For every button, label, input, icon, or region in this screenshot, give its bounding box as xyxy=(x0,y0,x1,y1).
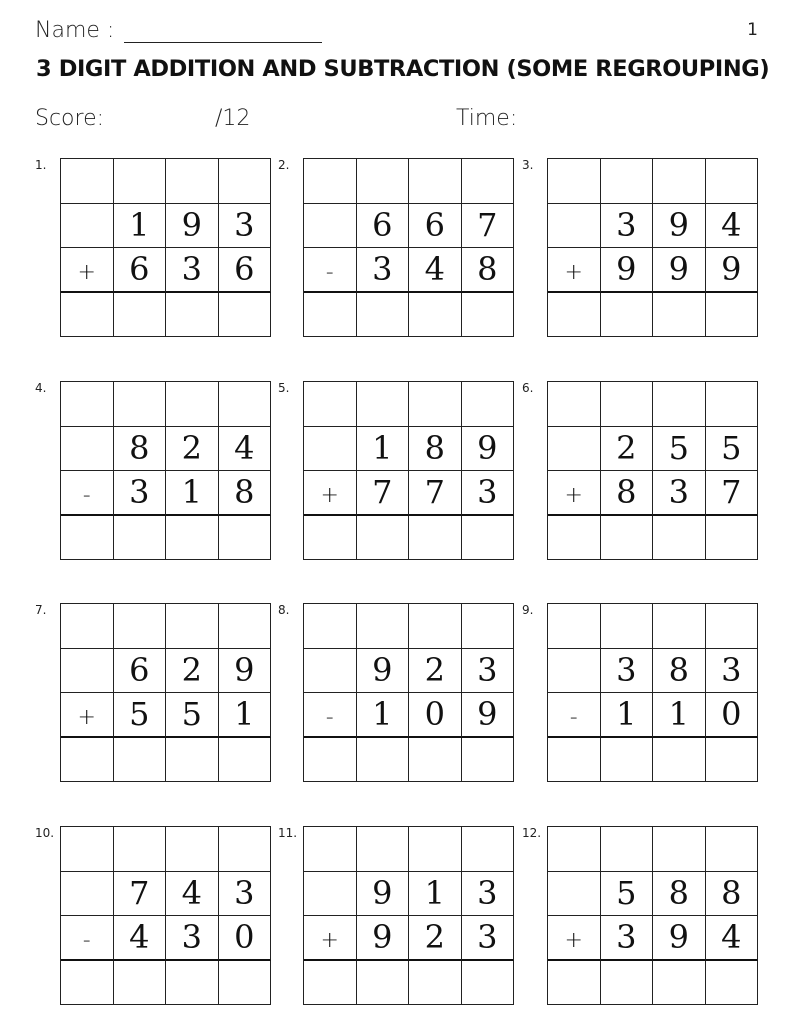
carry-cell[interactable] xyxy=(409,382,462,427)
top-digit: 8 xyxy=(653,872,706,917)
page-number: 1 xyxy=(747,20,758,40)
problem-number: 1. xyxy=(35,158,47,172)
grid-cell xyxy=(548,872,601,917)
answer-cell[interactable] xyxy=(114,961,167,1006)
carry-cell[interactable] xyxy=(114,827,167,872)
carry-cell[interactable] xyxy=(601,382,654,427)
top-digit: 3 xyxy=(219,204,272,249)
grid-cell xyxy=(304,649,357,694)
digit-grid xyxy=(60,603,271,782)
bottom-digit: 9 xyxy=(653,248,706,293)
answer-cell[interactable] xyxy=(462,293,515,338)
bottom-digit: 3 xyxy=(462,916,515,961)
carry-cell[interactable] xyxy=(166,827,219,872)
carry-cell[interactable] xyxy=(357,827,410,872)
carry-cell[interactable] xyxy=(601,604,654,649)
answer-cell[interactable] xyxy=(409,738,462,783)
bottom-digit: 3 xyxy=(601,916,654,961)
problem-4 xyxy=(35,381,279,561)
problem-8 xyxy=(278,603,522,783)
digit-grid xyxy=(303,158,514,337)
problem-number: 9. xyxy=(522,603,534,617)
carry-cell[interactable] xyxy=(61,827,114,872)
carry-cell[interactable] xyxy=(409,159,462,204)
answer-cell[interactable] xyxy=(114,516,167,561)
top-digit: 1 xyxy=(357,427,410,472)
bottom-digit: 8 xyxy=(219,471,272,516)
bottom-digit: 1 xyxy=(166,471,219,516)
carry-cell[interactable] xyxy=(304,827,357,872)
answer-cell[interactable] xyxy=(706,293,759,338)
bottom-digit: 4 xyxy=(706,916,759,961)
carry-cell[interactable] xyxy=(462,159,515,204)
top-digit: 4 xyxy=(219,427,272,472)
operator-sign: + xyxy=(61,248,114,293)
problem-number: 12. xyxy=(522,826,542,840)
bottom-digit: 5 xyxy=(114,693,167,738)
bottom-digit: 3 xyxy=(653,471,706,516)
answer-cell[interactable] xyxy=(462,961,515,1006)
carry-cell[interactable] xyxy=(462,382,515,427)
top-digit: 6 xyxy=(114,649,167,694)
problem-number: 11. xyxy=(278,826,298,840)
problem-number: 4. xyxy=(35,381,47,395)
carry-cell[interactable] xyxy=(304,159,357,204)
answer-cell[interactable] xyxy=(357,738,410,783)
operator-sign: - xyxy=(304,248,357,293)
top-digit: 9 xyxy=(357,872,410,917)
carry-cell[interactable] xyxy=(706,159,759,204)
problem-number: 6. xyxy=(522,381,534,395)
grid-cell xyxy=(304,872,357,917)
grid-cell xyxy=(61,427,114,472)
carry-cell[interactable] xyxy=(304,604,357,649)
top-digit: 3 xyxy=(462,872,515,917)
carry-cell[interactable] xyxy=(304,382,357,427)
top-digit: 7 xyxy=(114,872,167,917)
carry-cell[interactable] xyxy=(357,604,410,649)
bottom-digit: 2 xyxy=(409,916,462,961)
top-digit: 6 xyxy=(357,204,410,249)
answer-cell[interactable] xyxy=(653,293,706,338)
score-label: Score: xyxy=(35,106,105,131)
carry-cell[interactable] xyxy=(548,827,601,872)
top-digit: 3 xyxy=(601,649,654,694)
carry-cell[interactable] xyxy=(653,382,706,427)
problem-number: 3. xyxy=(522,158,534,172)
answer-cell[interactable] xyxy=(114,293,167,338)
problem-11 xyxy=(278,826,522,1006)
carry-cell[interactable] xyxy=(548,382,601,427)
top-digit: 3 xyxy=(601,204,654,249)
carry-cell[interactable] xyxy=(61,159,114,204)
carry-cell[interactable] xyxy=(462,604,515,649)
answer-cell[interactable] xyxy=(61,961,114,1006)
bottom-digit: 9 xyxy=(653,916,706,961)
bottom-digit: 3 xyxy=(166,916,219,961)
carry-cell[interactable] xyxy=(548,604,601,649)
bottom-digit: 3 xyxy=(462,471,515,516)
grid-cell xyxy=(61,649,114,694)
bottom-digit: 6 xyxy=(114,248,167,293)
operator-sign: - xyxy=(61,916,114,961)
top-digit: 8 xyxy=(409,427,462,472)
answer-cell[interactable] xyxy=(219,961,272,1006)
carry-cell[interactable] xyxy=(706,604,759,649)
carry-cell[interactable] xyxy=(114,159,167,204)
top-digit: 2 xyxy=(166,427,219,472)
top-digit: 8 xyxy=(706,872,759,917)
carry-cell[interactable] xyxy=(601,827,654,872)
carry-cell[interactable] xyxy=(653,827,706,872)
answer-cell[interactable] xyxy=(706,738,759,783)
answer-cell[interactable] xyxy=(304,738,357,783)
problem-number: 5. xyxy=(278,381,290,395)
carry-cell[interactable] xyxy=(114,604,167,649)
answer-cell[interactable] xyxy=(601,516,654,561)
carry-cell[interactable] xyxy=(166,159,219,204)
problem-1 xyxy=(35,158,279,338)
top-digit: 5 xyxy=(706,427,759,472)
answer-cell[interactable] xyxy=(166,516,219,561)
top-digit: 9 xyxy=(653,204,706,249)
carry-cell[interactable] xyxy=(706,382,759,427)
top-digit: 5 xyxy=(601,872,654,917)
answer-cell[interactable] xyxy=(304,293,357,338)
carry-cell[interactable] xyxy=(409,827,462,872)
answer-cell[interactable] xyxy=(548,516,601,561)
top-digit: 8 xyxy=(653,649,706,694)
answer-cell[interactable] xyxy=(548,961,601,1006)
grid-cell xyxy=(548,649,601,694)
carry-cell[interactable] xyxy=(653,604,706,649)
carry-cell[interactable] xyxy=(114,382,167,427)
carry-cell[interactable] xyxy=(357,382,410,427)
operator-sign: + xyxy=(548,248,601,293)
carry-cell[interactable] xyxy=(706,827,759,872)
operator-sign: - xyxy=(548,693,601,738)
answer-cell[interactable] xyxy=(462,516,515,561)
bottom-digit: 3 xyxy=(166,248,219,293)
answer-cell[interactable] xyxy=(166,961,219,1006)
answer-cell[interactable] xyxy=(219,293,272,338)
top-digit: 9 xyxy=(357,649,410,694)
carry-cell[interactable] xyxy=(219,382,272,427)
problem-6 xyxy=(522,381,766,561)
answer-cell[interactable] xyxy=(61,516,114,561)
answer-cell[interactable] xyxy=(601,293,654,338)
problem-5 xyxy=(278,381,522,561)
top-digit: 2 xyxy=(166,649,219,694)
carry-cell[interactable] xyxy=(166,382,219,427)
carry-cell[interactable] xyxy=(462,827,515,872)
answer-cell[interactable] xyxy=(166,293,219,338)
answer-cell[interactable] xyxy=(357,516,410,561)
top-digit: 2 xyxy=(601,427,654,472)
grid-cell xyxy=(548,204,601,249)
bottom-digit: 7 xyxy=(357,471,410,516)
bottom-digit: 7 xyxy=(409,471,462,516)
bottom-digit: 9 xyxy=(601,248,654,293)
bottom-digit: 9 xyxy=(706,248,759,293)
top-digit: 8 xyxy=(114,427,167,472)
bottom-digit: 1 xyxy=(357,693,410,738)
digit-grid xyxy=(303,826,514,1005)
answer-cell[interactable] xyxy=(114,738,167,783)
bottom-digit: 5 xyxy=(166,693,219,738)
answer-cell[interactable] xyxy=(219,516,272,561)
digit-grid xyxy=(547,381,758,560)
operator-sign: + xyxy=(61,693,114,738)
digit-grid xyxy=(60,158,271,337)
bottom-digit: 0 xyxy=(409,693,462,738)
answer-cell[interactable] xyxy=(653,738,706,783)
problem-9 xyxy=(522,603,766,783)
grid-cell xyxy=(304,204,357,249)
problem-number: 8. xyxy=(278,603,290,617)
top-digit: 3 xyxy=(706,649,759,694)
answer-cell[interactable] xyxy=(61,293,114,338)
digit-grid xyxy=(60,826,271,1005)
bottom-digit: 0 xyxy=(219,916,272,961)
answer-cell[interactable] xyxy=(409,516,462,561)
answer-cell[interactable] xyxy=(304,961,357,1006)
carry-cell[interactable] xyxy=(548,159,601,204)
bottom-digit: 3 xyxy=(114,471,167,516)
top-digit: 3 xyxy=(219,872,272,917)
worksheet-title: 3 DIGIT ADDITION AND SUBTRACTION (SOME REGROUPING) xyxy=(36,56,770,82)
answer-cell[interactable] xyxy=(653,961,706,1006)
bottom-digit: 0 xyxy=(706,693,759,738)
answer-cell[interactable] xyxy=(219,738,272,783)
grid-cell xyxy=(61,872,114,917)
carry-cell[interactable] xyxy=(653,159,706,204)
operator-sign: + xyxy=(304,471,357,516)
bottom-digit: 4 xyxy=(409,248,462,293)
answer-cell[interactable] xyxy=(357,961,410,1006)
bottom-digit: 6 xyxy=(219,248,272,293)
grid-cell xyxy=(61,204,114,249)
top-digit: 3 xyxy=(462,649,515,694)
problem-12 xyxy=(522,826,766,1006)
carry-cell[interactable] xyxy=(601,159,654,204)
answer-cell[interactable] xyxy=(61,738,114,783)
problem-number: 10. xyxy=(35,826,55,840)
answer-cell[interactable] xyxy=(409,961,462,1006)
problem-7 xyxy=(35,603,279,783)
digit-grid xyxy=(60,381,271,560)
bottom-digit: 7 xyxy=(706,471,759,516)
bottom-digit: 9 xyxy=(357,916,410,961)
carry-cell[interactable] xyxy=(409,604,462,649)
answer-cell[interactable] xyxy=(601,961,654,1006)
carry-cell[interactable] xyxy=(61,604,114,649)
operator-sign: + xyxy=(304,916,357,961)
time-label: Time: xyxy=(456,106,518,131)
top-digit: 5 xyxy=(653,427,706,472)
score-total: /12 xyxy=(215,106,251,131)
carry-cell[interactable] xyxy=(357,159,410,204)
answer-cell[interactable] xyxy=(548,738,601,783)
top-digit: 6 xyxy=(409,204,462,249)
top-digit: 2 xyxy=(409,649,462,694)
answer-cell[interactable] xyxy=(653,516,706,561)
problem-number: 2. xyxy=(278,158,290,172)
answer-cell[interactable] xyxy=(462,738,515,783)
problem-10 xyxy=(35,826,279,1006)
carry-cell[interactable] xyxy=(166,604,219,649)
digit-grid xyxy=(547,826,758,1005)
digit-grid xyxy=(303,381,514,560)
bottom-digit: 1 xyxy=(653,693,706,738)
top-digit: 4 xyxy=(166,872,219,917)
answer-cell[interactable] xyxy=(548,293,601,338)
carry-cell[interactable] xyxy=(219,604,272,649)
bottom-digit: 4 xyxy=(114,916,167,961)
grid-cell xyxy=(548,427,601,472)
top-digit: 9 xyxy=(462,427,515,472)
operator-sign: - xyxy=(304,693,357,738)
bottom-digit: 8 xyxy=(601,471,654,516)
answer-cell[interactable] xyxy=(601,738,654,783)
bottom-digit: 8 xyxy=(462,248,515,293)
operator-sign: + xyxy=(548,916,601,961)
problem-2 xyxy=(278,158,522,338)
bottom-digit: 1 xyxy=(601,693,654,738)
digit-grid xyxy=(547,603,758,782)
operator-sign: - xyxy=(61,471,114,516)
answer-cell[interactable] xyxy=(304,516,357,561)
operator-sign: + xyxy=(548,471,601,516)
top-digit: 9 xyxy=(166,204,219,249)
carry-cell[interactable] xyxy=(61,382,114,427)
carry-cell[interactable] xyxy=(219,827,272,872)
bottom-digit: 9 xyxy=(462,693,515,738)
digit-grid xyxy=(303,603,514,782)
top-digit: 1 xyxy=(409,872,462,917)
answer-cell[interactable] xyxy=(706,516,759,561)
carry-cell[interactable] xyxy=(219,159,272,204)
problem-number: 7. xyxy=(35,603,47,617)
answer-cell[interactable] xyxy=(706,961,759,1006)
problem-3 xyxy=(522,158,766,338)
bottom-digit: 1 xyxy=(219,693,272,738)
digit-grid xyxy=(547,158,758,337)
top-digit: 9 xyxy=(219,649,272,694)
top-digit: 7 xyxy=(462,204,515,249)
grid-cell xyxy=(304,427,357,472)
answer-cell[interactable] xyxy=(166,738,219,783)
name-label: Name : xyxy=(35,18,115,43)
top-digit: 1 xyxy=(114,204,167,249)
top-digit: 4 xyxy=(706,204,759,249)
bottom-digit: 3 xyxy=(357,248,410,293)
answer-cell[interactable] xyxy=(409,293,462,338)
answer-cell[interactable] xyxy=(357,293,410,338)
